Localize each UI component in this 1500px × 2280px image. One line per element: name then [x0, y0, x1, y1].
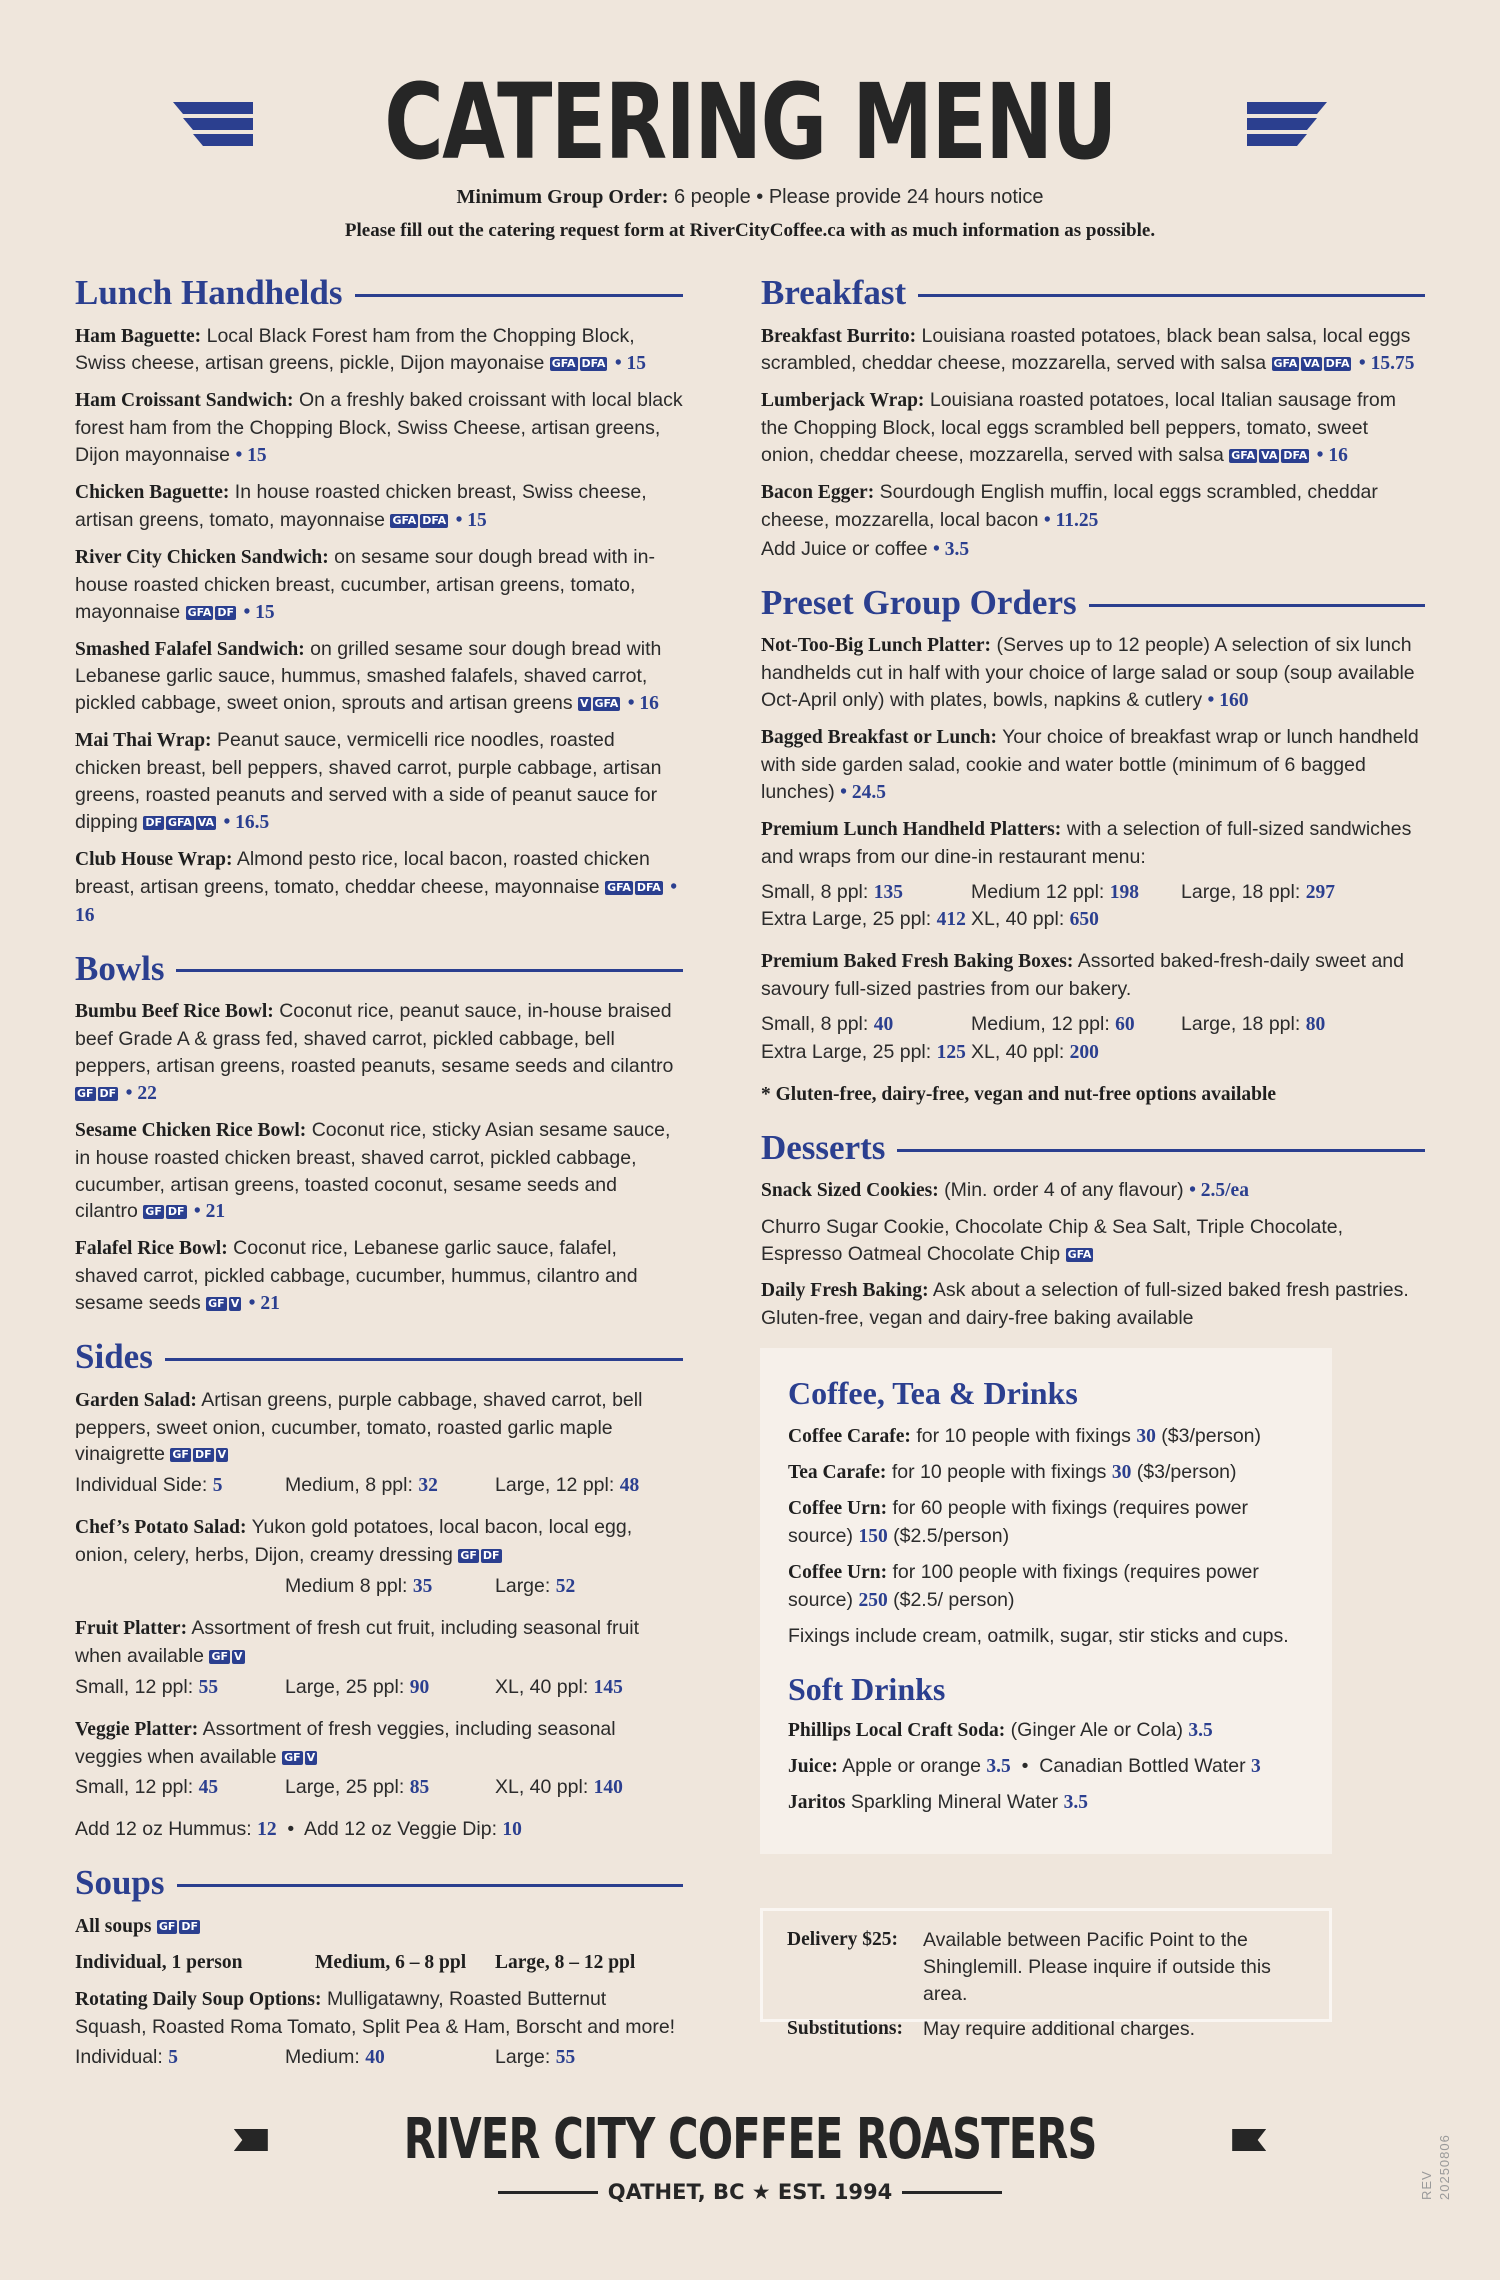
item-price: • 15.75	[1358, 353, 1415, 375]
item-price: • 15	[243, 601, 275, 623]
diet-tags	[209, 1645, 246, 1667]
size-price: Large, 18 ppl: 80	[1181, 1013, 1326, 1036]
divider	[177, 1884, 683, 1887]
diet-tag: DF	[217, 605, 235, 619]
request-form-line: Please fill out the catering request form at RiverCityCoffee.ca with as much information as possible.	[344, 219, 1156, 241]
diet-tag: GF	[172, 1448, 189, 1462]
breakfast-section	[761, 274, 1425, 564]
bowls-section	[75, 950, 683, 1318]
diet-tags	[170, 1443, 230, 1465]
diet-tag: GF	[211, 1649, 228, 1663]
item-name: Ham Baguette:	[75, 325, 202, 347]
diet-tags	[157, 1915, 202, 1937]
item-description: Peanut sauce, vermicelli rice noodles, roasted chicken breast, bell peppers, shaved carrot, purple cabbage, artisan greens, roasted peanuts and served with a side of peanut sauce for dipping	[75, 729, 662, 833]
potato-salad: Chef’s Potato Salad: Yukon gold potatoes, local bacon, local egg, onion, celery, herbs, Dijon, creamy dressing GF DF Medium 8 ppl: 35 Large: 52	[75, 1516, 633, 1598]
right-column	[761, 274, 1425, 1352]
diet-tag: GF	[77, 1086, 94, 1100]
menu-item	[75, 1235, 683, 1318]
item-description: Coconut rice, sticky Asian sesame sauce, in house roasted chicken breast, shaved carrot, pickled cabbage, cucumber, artisan greens, toasted coconut, sesame seeds and cilantro	[75, 1118, 671, 1223]
diet-tag: DFA	[581, 357, 606, 371]
drink-item: Coffee Urn: for 60 people with fixings (requires power source) 150 ($2.5/person)	[788, 1497, 1249, 1547]
diet-tag: V	[230, 1297, 240, 1311]
fruit-platter: Fruit Platter: Assortment of fresh cut fruit, including seasonal fruit when available GF V Small, 12 ppl: 55 Large, 25 ppl: 90 XL, 40 ppl: 145	[75, 1616, 640, 1698]
divider	[498, 2191, 598, 2194]
lunch-platter: Not-Too-Big Lunch Platter: (Serves up to 12 people) A selection of six lunch handhelds cut in half with your choice of large salad or soup (soup available Oct-April only) with plates, bowls, napkins & cutlery • 160	[761, 634, 1415, 712]
size-price-grid	[761, 879, 1425, 935]
right-wing-icon	[1247, 92, 1327, 152]
diet-tag: V	[217, 1448, 227, 1462]
sides-addons: Add 12 oz Hummus: 12 • Add 12 oz Veggie Dip: 10	[75, 1818, 522, 1841]
menu-item	[75, 998, 683, 1108]
item-name: Chicken Baguette:	[75, 482, 230, 504]
dietary-note: * Gluten-free, dairy-free, vegan and nut-free options available	[761, 1083, 1277, 1105]
section-title: Soups	[75, 1863, 165, 1903]
delivery-box	[760, 1908, 1332, 2040]
size-price: Medium, 12 ppl: 60	[971, 1013, 1135, 1036]
menu-item	[75, 1117, 683, 1227]
soft-drinks-title: Soft Drinks	[788, 1670, 946, 1707]
drinks-box	[760, 1348, 1332, 1854]
drink-item: Tea Carafe: for 10 people with fixings 30 ($3/person)	[788, 1461, 1237, 1484]
juice-water: Juice: Apple or orange 3.5 • Canadian Bottled Water 3	[788, 1754, 1261, 1777]
item-description: In house roasted chicken breast, Swiss cheese, artisan greens, tomato, mayonnaise	[75, 481, 647, 531]
size-price: Medium 12 ppl: 198	[971, 880, 1139, 903]
delivery-row: Delivery $25: Available between Pacific Point to the Shinglemill. Please inquire if outside this area.	[787, 1929, 1271, 2005]
premium-platters: Premium Lunch Handheld Platters: with a selection of full-sized sandwiches and wraps from our dine-in restaurant menu: Small, 8 ppl: 135 Medium 12 ppl: 198 Large, 18 ppl: 297 Extra Large, 25 ppl: 412 XL, 40 ppl: 650	[761, 816, 1425, 935]
item-price: • 15	[455, 509, 487, 531]
diet-tag: V	[233, 1649, 243, 1663]
diet-tag: GFA	[551, 357, 576, 371]
item-price: • 16	[75, 876, 678, 926]
bowls-list	[75, 998, 683, 1318]
section-title: Lunch Handhelds	[75, 273, 343, 312]
size-price: XL, 40 ppl: 200	[971, 1041, 1099, 1064]
item-description: Louisiana roasted potatoes, black bean salsa, local eggs scrambled, cheddar cheese, mozzarella, served with salsa	[761, 324, 1411, 375]
jaritos: Jaritos Sparkling Mineral Water 3.5	[788, 1790, 1088, 1813]
drinks-title: Coffee, Tea & Drinks	[788, 1375, 1078, 1411]
divider	[165, 1358, 683, 1361]
diet-tag: GFA	[594, 697, 619, 711]
item-name: Smashed Falafel Sandwich:	[75, 638, 305, 660]
brand-location: QATHET, BC ★ EST. 1994	[607, 2180, 893, 2204]
diet-tag: DF	[194, 1448, 212, 1462]
diet-tag: VA	[1303, 357, 1320, 371]
diet-tag: GFA	[1231, 449, 1256, 463]
item-price: • 16	[1316, 445, 1348, 467]
diet-tag: GF	[284, 1750, 301, 1764]
diet-tag: VA	[197, 816, 215, 829]
sides-section	[75, 1338, 683, 1844]
menu-item	[761, 323, 1425, 379]
footer	[0, 2107, 1500, 2207]
item-name: Mai Thai Wrap:	[75, 730, 212, 752]
item-name: Club House Wrap:	[75, 848, 233, 870]
diet-tag: GF	[158, 1919, 176, 1933]
breakfast-addon: Add Juice or coffee • 3.5	[761, 537, 970, 560]
diet-tag: DFA	[1283, 449, 1308, 463]
diet-tag: DF	[99, 1086, 117, 1100]
diet-tag: DF	[482, 1549, 500, 1563]
lunch-section	[75, 274, 683, 930]
divider	[918, 294, 1425, 297]
item-description: On a freshly baked croissant with local black forest ham from the Chopping Block, Swiss Cheese, artisan greens, Dijon mayonnaise	[75, 389, 683, 467]
item-description: Local Black Forest ham from the Chopping Block, Swiss cheese, artisan greens, pickle, Dijon mayonaise	[75, 324, 635, 375]
size-price: Small, 8 ppl: 40	[761, 1013, 894, 1036]
item-price: • 16	[627, 693, 659, 715]
page-title: CATERING MENU	[384, 61, 1116, 183]
drink-item: Coffee Carafe: for 10 people with fixings 30 ($3/person)	[788, 1425, 1261, 1448]
diet-tag: DF	[145, 816, 162, 829]
item-description: Almond pesto rice, local bacon, roasted chicken breast, artisan greens, tomato, cheddar cheese, mayonnaise	[75, 847, 650, 898]
minimum-order-line: Minimum Group Order: 6 people • Please provide 24 hours notice	[456, 186, 1044, 208]
size-price: Extra Large, 25 ppl: 125	[761, 1041, 966, 1064]
diet-tags	[458, 1544, 503, 1566]
daily-baking: Daily Fresh Baking: Ask about a selection of full-sized baked fresh pastries. Gluten-free, vegan and dairy-free baking available	[761, 1279, 1409, 1329]
item-name: Breakfast Burrito:	[761, 325, 917, 347]
menu-item	[75, 727, 683, 837]
item-name: River City Chicken Sandwich:	[75, 546, 329, 568]
left-column	[75, 274, 683, 2092]
substitutions-row: Substitutions: May require additional charges.	[787, 2017, 1196, 2040]
item-price: • 21	[248, 1293, 280, 1315]
diet-tag: DFA	[422, 513, 447, 527]
size-price: XL, 40 ppl: 650	[971, 908, 1099, 931]
menu-item	[761, 479, 1425, 535]
diet-tag: V	[580, 697, 589, 711]
diet-tag: GFA	[187, 605, 212, 619]
cookie-flavours: Churro Sugar Cookie, Chocolate Chip & Sea Salt, Triple Chocolate, Espresso Oatmeal Chocolate Chip GFA	[761, 1216, 1344, 1266]
baking-boxes: Premium Baked Fresh Baking Boxes: Assorted baked-fresh-daily sweet and savoury full-sized pastries from our bakery. Small, 8 ppl: 40 Medium, 12 ppl: 60 Large, 18 ppl: 80 Extra Large, 25 ppl: 125 XL, 40 ppl: 200	[761, 948, 1425, 1067]
rotating-soups: Rotating Daily Soup Options: Mulligatawny, Roasted Butternut Squash, Roasted Roma Tomato, Split Pea & Ham, Borscht and more! Individual: 5 Medium: 40 Large: 55	[75, 1987, 676, 2069]
item-price: • 16.5	[223, 812, 270, 833]
diet-tag: GF	[145, 1205, 162, 1219]
divider	[902, 2191, 1002, 2194]
item-name: Bacon Egger:	[761, 482, 875, 504]
item-price: • 15	[614, 353, 647, 375]
menu-item	[75, 636, 683, 719]
diet-tag: GFA	[167, 816, 192, 829]
size-price: Small, 8 ppl: 135	[761, 880, 903, 903]
bagged-lunch: Bagged Breakfast or Lunch: Your choice of breakfast wrap or lunch handheld with side garden salad, cookie and water bottle (minimum of 6 bagged lunches) • 24.5	[761, 725, 1419, 803]
brand-name: RIVER CITY COFFEE ROASTERS	[403, 2107, 1097, 2172]
item-name: Falafel Rice Bowl:	[75, 1238, 228, 1260]
item-name: Ham Croissant Sandwich:	[75, 390, 294, 412]
desserts-section	[761, 1129, 1425, 1332]
veggie-platter: Veggie Platter: Assortment of fresh veggies, including seasonal veggies when available GF V Small, 12 ppl: 45 Large, 25 ppl: 85 XL, 40 ppl: 140	[75, 1717, 623, 1799]
diet-tag: V	[306, 1750, 316, 1764]
section-title: Desserts	[761, 1127, 886, 1167]
diet-tag: GF	[460, 1549, 477, 1563]
soups-all: All soups GF DF	[75, 1913, 683, 1941]
divider	[176, 969, 683, 972]
revision-code: REV 20250806	[1419, 2134, 1452, 2200]
section-title: Breakfast	[761, 273, 907, 312]
item-price: • 21	[193, 1201, 226, 1223]
item-description: on grilled sesame sour dough bread with Lebanese garlic sauce, hummus, smashed falafels, shaved carrot, pickled cabbage, sweet onion, sprouts and artisan greens	[75, 637, 662, 715]
item-description: on sesame sour dough bread with in-house roasted chicken breast, cucumber, artisan greens, tomato, mayonnaise	[75, 545, 655, 623]
left-wing-icon	[173, 92, 253, 152]
menu-item	[75, 544, 683, 627]
section-title: Preset Group Orders	[761, 582, 1077, 622]
diet-tag: GFA	[392, 513, 417, 527]
size-price-grid	[761, 1011, 1425, 1067]
section-title: Sides	[75, 1337, 153, 1377]
item-description: Coconut rice, peanut sauce, in-house braised beef Grade A & grass fed, shaved carrot, pickled cabbage, bell peppers, artisan greens, roasted peanuts, sesame seeds and cilantro	[75, 1000, 674, 1077]
preset-section	[761, 584, 1425, 1109]
item-price: • 22	[125, 1082, 157, 1104]
section-title: Bowls	[75, 948, 165, 988]
menu-item	[761, 387, 1425, 470]
diet-tag: GFA	[1273, 357, 1298, 371]
item-name: Bumbu Beef Rice Bowl:	[75, 1001, 274, 1023]
fixings-note: Fixings include cream, oatmilk, sugar, stir sticks and cups.	[788, 1624, 1289, 1647]
lunch-list	[75, 323, 683, 930]
diet-tag: VA	[1261, 449, 1278, 463]
menu-header	[0, 61, 1500, 244]
left-ribbon-icon	[234, 2129, 268, 2151]
diet-tag: GFA	[607, 880, 631, 894]
item-description: Louisiana roasted potatoes, local Italian sausage from the Chopping Block, local eggs scrambled bell peppers, tomato, sweet onion, cheddar cheese, mozzarella, served with salsa	[761, 389, 1396, 467]
item-description: Sourdough English muffin, local eggs scrambled, cheddar cheese, mozzarella, local bacon	[761, 481, 1378, 531]
divider	[897, 1149, 1425, 1152]
menu-item	[75, 846, 683, 930]
diet-tags	[282, 1746, 319, 1768]
diet-tag: DF	[181, 1919, 199, 1933]
diet-tag: DFA	[636, 880, 661, 894]
menu-item	[75, 387, 683, 470]
garden-salad: Garden Salad: Artisan greens, purple cabbage, shaved carrot, bell peppers, sweet onion, cucumber, tomato, roasted garlic maple vinaigrette GF DF V Individual Side: 5 Medium, 8 ppl: 32 Large, 12 ppl: 48	[75, 1388, 643, 1497]
right-ribbon-icon	[1232, 2129, 1266, 2151]
size-price: Extra Large, 25 ppl: 412	[761, 908, 966, 931]
diet-tag: DF	[167, 1205, 185, 1219]
item-description: Coconut rice, Lebanese garlic sauce, falafel, shaved carrot, pickled cabbage, cucumber, hummus, cilantro and sesame seeds	[75, 1237, 638, 1315]
menu-item	[75, 479, 683, 535]
size-price: Large, 18 ppl: 297	[1181, 880, 1335, 903]
diet-tag: DFA	[1325, 357, 1350, 371]
craft-soda: Phillips Local Craft Soda: (Ginger Ale or Cola) 3.5	[788, 1718, 1213, 1741]
menu-item	[75, 323, 683, 379]
divider	[1089, 604, 1425, 607]
soup-sizes: Individual, 1 person Medium, 6 – 8 ppl Large, 8 – 12 ppl	[75, 1951, 636, 1973]
item-name: Sesame Chicken Rice Bowl:	[75, 1119, 307, 1141]
breakfast-list	[761, 323, 1425, 535]
cookies: Snack Sized Cookies: (Min. order 4 of any flavour) • 2.5/ea	[761, 1179, 1249, 1202]
item-name: Lumberjack Wrap:	[761, 390, 925, 412]
divider	[355, 294, 684, 297]
item-price: • 15	[235, 445, 267, 467]
drink-item: Coffee Urn: for 100 people with fixings (requires power source) 250 ($2.5/ person)	[788, 1560, 1259, 1611]
drinks-list	[788, 1423, 1304, 1614]
soups-section	[75, 1864, 683, 2072]
diet-tag: GF	[208, 1297, 225, 1311]
item-price: • 11.25	[1043, 509, 1099, 531]
